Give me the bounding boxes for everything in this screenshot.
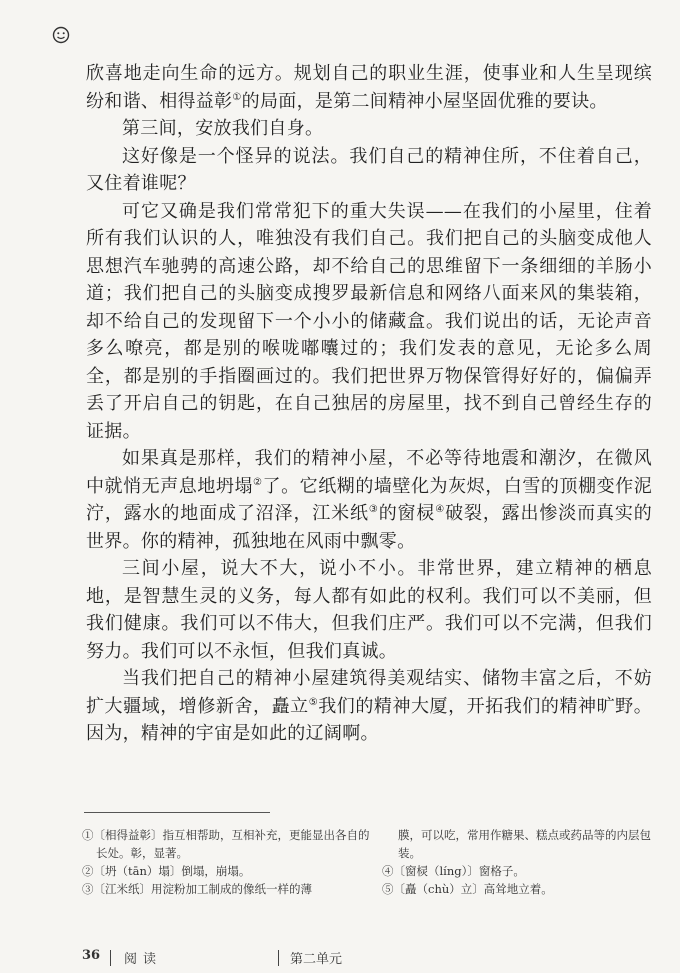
footnote-mark: ① [232, 91, 242, 103]
paragraph-4: 可它又确是我们常常犯下的重大失误——在我们的小屋里，住着所有我们认识的人，唯独没有我们自己。我们把自己的头脑变成他人思想汽车驰骋的高速公路，却不给自己的思维留下一条细细的羊肠小道；我们把自己的头脑变成搜罗最新信息和网络八面来风的集装箱，却不给自己的发现留下一个小小的储藏盒。我们说出的话，无论声音多么嘹亮，都是别的喉咙嘟囔过的；我们发表的意见，无论多么周全，都是别的手指圈画过的。我们把世界万物保管得好好的，偏偏弄丢了开启自己的钥匙，在自己独居的房屋里，找不到自己曾经生存的证据。 [86, 200, 652, 442]
footnote-mark: ② [253, 476, 263, 488]
footnote-1: ①〔相得益彰〕指互相帮助，互相补充，更能显出各自的长处。彰，显著。 [82, 828, 370, 860]
text: 的局面，是第二间精神小屋坚固优雅的要诀。 [241, 90, 608, 112]
paragraph-7 [86, 665, 652, 748]
text: 如果真是那样，我们的精神小屋，不必等待地震和潮汐，在微风中就悄无声息地坍塌 [86, 448, 652, 497]
page-footer [82, 948, 642, 968]
footer-divider [110, 950, 111, 966]
footnote-4: ④〔窗棂（líng）〕窗格子。 [382, 864, 525, 878]
footnote-divider [84, 812, 270, 813]
footnote-5: ⑤〔矗（chù）立〕高耸地立着。 [382, 882, 553, 896]
page-number: 36 [82, 948, 101, 963]
footnote-mark: ④ [435, 504, 446, 515]
text: 欣喜地走向生命的远方。规划自己的职业生涯，使事业和人生呈现缤纷和谐、相得益彰 [86, 63, 652, 112]
footnote-2: ②〔坍（tān）塌〕倒塌，崩塌。 [82, 864, 251, 878]
section-label: 阅读 [124, 952, 163, 967]
footnote-3: ③〔江米纸〕用淀粉加工制成的像纸一样的薄 [82, 882, 312, 896]
smiley-face-icon [52, 26, 70, 44]
footer-divider [278, 950, 279, 966]
paragraph-1 [86, 60, 652, 115]
text: 了。它纸糊的墙壁化为灰烬，白雪的顶棚变作泥泞，露水的地面成了沼泽，江米纸 [86, 475, 652, 524]
unit-label: 第二单元 [290, 952, 343, 967]
paragraph-5 [86, 445, 652, 555]
footnote-mark: ③ [368, 504, 379, 515]
footnote-mark: ⑤ [308, 696, 319, 708]
footnotes-left [82, 826, 372, 898]
text: 当我们把自己的精神小屋建筑得美观结实、储物丰富之后，不妨扩大疆域，增修新舍，矗立 [86, 668, 652, 717]
text: 的窗棂 [378, 503, 436, 524]
paragraph-3: 这好像是一个怪异的说法。我们自己的精神住所，不住着自己，又住着谁呢？ [86, 145, 652, 194]
footnotes-right [382, 826, 672, 898]
footnote-3-continued: 膜，可以吃，常用作糖果、糕点或药品等的内层包装。 [398, 828, 651, 860]
paragraph-2: 第三间，安放我们自身。 [122, 118, 324, 139]
text: 破裂，露出惨淡而真实的世界。你的精神，孤独地在风雨中飘零。 [86, 503, 652, 552]
main-text [86, 60, 652, 748]
text: 我们的精神大厦，开拓我们的精神旷野。因为，精神的宇宙是如此的辽阔啊。 [86, 695, 652, 744]
paragraph-6: 三间小屋，说大不大，说小不小。非常世界，建立精神的栖息地，是智慧生灵的义务，每人都有如此的权利。我们可以不美丽，但我们健康。我们可以不伟大，但我们庄严。我们可以不完满，但我们努力。我们可以不永恒，但我们真诚。 [86, 558, 652, 662]
